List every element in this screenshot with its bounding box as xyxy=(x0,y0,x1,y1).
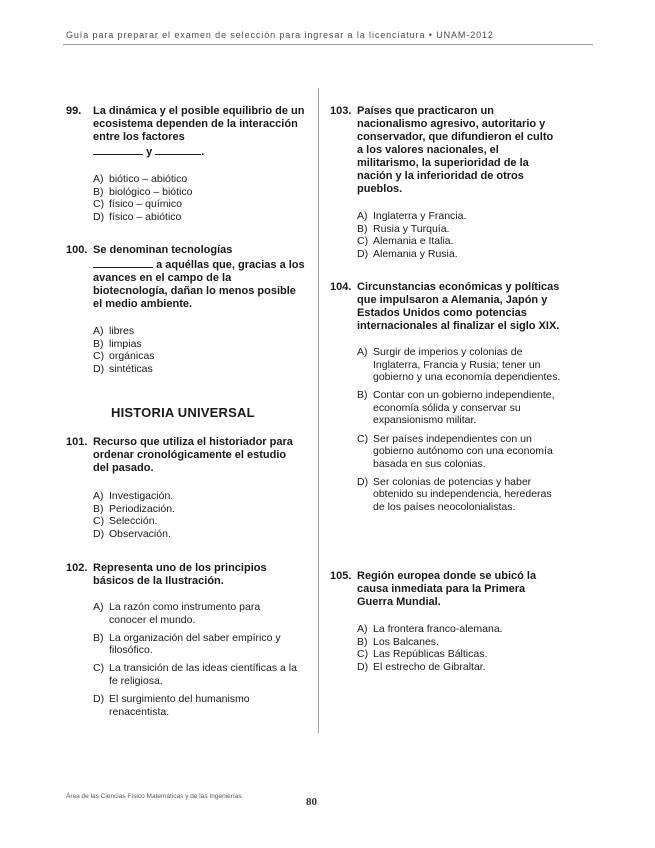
question-text-end: a aquéllas que, gracias a los avances en el campo de la biotecnología, dañan lo menos posible el medio ambiente. xyxy=(93,259,305,310)
options-list xyxy=(66,490,298,540)
question-103 xyxy=(330,105,560,260)
answer-blank xyxy=(93,257,153,268)
option-d: D) físico – abiótico xyxy=(93,210,182,223)
question-text: Recurso que utiliza el historiador para ordenar cronológicamente el estudio del pasado. xyxy=(93,436,293,474)
option-d: D) El estrecho de Gibraltar. xyxy=(357,660,486,673)
option-c: C) Selección. xyxy=(93,515,158,528)
option-a: A) La razón como instrumento para conocer el mundo. xyxy=(93,601,261,626)
question-trailing: . xyxy=(201,146,205,158)
option-a: A) La frontera franco-alemana. xyxy=(357,623,503,635)
question-number: 105. xyxy=(330,570,352,582)
question-number: 100. xyxy=(66,244,88,256)
options-list xyxy=(66,325,306,375)
question-text: Circunstancias económicas y políticas que impulsaron a Alemania, Japón y Estados Unidos como potencias internacionales al finalizar el siglo XIX. xyxy=(357,281,560,332)
option-c: C) La transición de las ideas científicas a la fe religiosa. xyxy=(93,662,297,687)
option-c: C) orgánicas xyxy=(93,350,155,363)
footer-area-label: Área de las Ciencias Físico Matemáticas y de las Ingenierías xyxy=(66,793,242,800)
option-a: A) Inglaterra y Francia. xyxy=(357,210,467,222)
question-99 xyxy=(66,105,306,223)
question-text: Representa uno de los principios básicos de la Ilustración. xyxy=(93,562,267,587)
option-b: B) limpias xyxy=(93,337,142,350)
page-number: 80 xyxy=(306,796,317,808)
options-list xyxy=(330,210,560,260)
option-d: D) sintéticas xyxy=(93,362,153,375)
question-text: Países que practicaron un nacionalismo agresivo, autoritario y conservador, que difundieron el culto a los valores nacionales, el militarismo, la superioridad de la nación y la inferioridad de otros pueblos. xyxy=(357,105,554,195)
option-a: A) Investigación. xyxy=(93,490,174,502)
options-list xyxy=(66,173,306,223)
option-b: B) biológico – biótico xyxy=(93,185,193,198)
option-a: A) biótico – abiótico xyxy=(93,173,188,185)
option-b: B) La organización del saber empírico y filosófico. xyxy=(93,631,281,657)
option-b: B) Periodización. xyxy=(93,502,175,515)
question-number: 101. xyxy=(66,436,88,448)
option-d: D) Ser colonias de potencias y haber obtenido su independencia, herederas de los países neocolonialistas. xyxy=(357,475,552,514)
question-text: Región europea donde se ubicó la causa inmediata para la Primera Guerra Mundial. xyxy=(357,570,537,608)
question-102 xyxy=(66,562,298,724)
question-text: La dinámica y el posible equilibrio de un ecosistema dependen de la interacción entre los factores xyxy=(93,105,305,143)
question-number: 103. xyxy=(330,105,352,117)
answer-blank xyxy=(155,144,201,155)
question-number: 99. xyxy=(66,105,82,117)
options-list xyxy=(330,623,560,673)
question-number: 102. xyxy=(66,562,88,574)
page-header: Guía para preparar el examen de selección para ingresar a la licenciatura • UNAM-2012 xyxy=(66,30,494,40)
option-c: C) Las Repúblicas Bálticas. xyxy=(357,648,488,661)
option-b: B) Los Balcanes. xyxy=(357,635,439,648)
option-c: C) Alemania e Italia. xyxy=(357,235,454,248)
option-d: D) Observación. xyxy=(93,527,171,540)
question-connector: y xyxy=(146,146,153,158)
option-b: B) Rusia y Turquía. xyxy=(357,222,450,235)
column-divider xyxy=(318,88,319,733)
option-c: C) físico – químico xyxy=(93,198,182,211)
question-100 xyxy=(66,244,306,375)
question-105 xyxy=(330,570,560,673)
option-d: D) El surgimiento del humanismo renacentista. xyxy=(93,693,250,718)
section-title: HISTORIA UNIVERSAL xyxy=(111,405,255,420)
header-rule xyxy=(63,44,593,45)
option-a: A) libres xyxy=(93,325,135,337)
options-list xyxy=(66,601,298,718)
question-text-start: Se denominan tecnologías xyxy=(93,244,233,256)
option-a: A) Surgir de imperios y colonias de Inglaterra, Francia y Rusia; tener un gobierno y una economía dependientes. xyxy=(357,346,561,384)
question-104 xyxy=(330,281,562,519)
option-b: B) Contar con un gobierno independiente, economía sólida y conservar su expansionismo militar. xyxy=(357,389,555,427)
option-c: C) Ser países independientes con un gobierno autónomo con una economía basada en sus colonias. xyxy=(357,432,553,470)
answer-blank xyxy=(93,144,143,155)
question-101 xyxy=(66,436,298,540)
question-number: 104. xyxy=(330,281,352,293)
options-list xyxy=(330,346,562,514)
option-d: D) Alemania y Rusia. xyxy=(357,247,458,260)
